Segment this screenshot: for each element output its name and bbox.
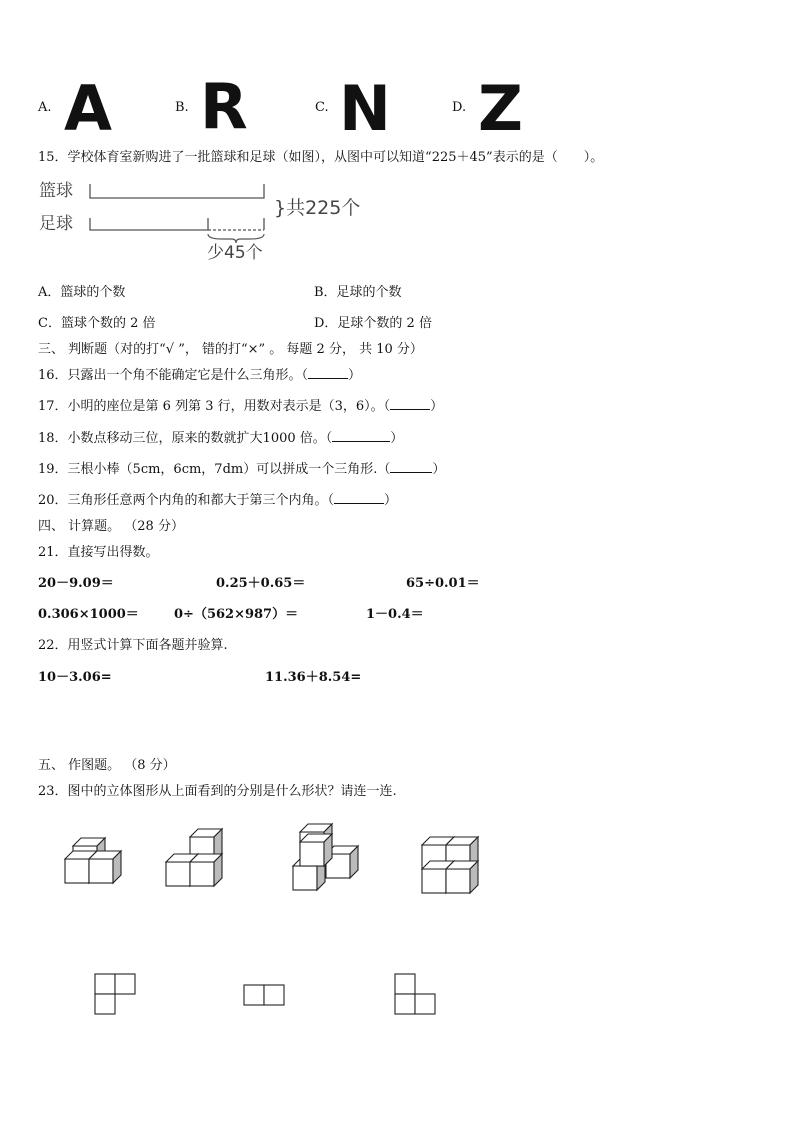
solid-figure-4 xyxy=(422,837,478,893)
q14-option-c-letter: N xyxy=(339,72,391,145)
q15-option-a: A．篮球的个数 xyxy=(38,285,126,300)
q15-line-diagram xyxy=(36,172,366,264)
judge-item-16: 16．只露出一个角不能确定它是什么三角形。（ ） xyxy=(38,368,362,383)
answer-blank-20[interactable] xyxy=(334,491,384,504)
less-brace xyxy=(208,234,264,243)
calc-item: 65÷0.01＝ xyxy=(406,576,480,591)
calc-item: 0.25＋0.65＝ xyxy=(216,576,306,591)
section5-heading: 五、 作图题。 （8 分） xyxy=(38,758,176,773)
calc-item: 0.306×1000＝ xyxy=(38,607,139,622)
section3-heading: 三、 判断题（对的打“√ ”， 错的打“×” 。 每题 2 分， 共 10 分） xyxy=(38,342,423,357)
judge-item-19: 19．三根小棒（5cm，6cm，7dm）可以拼成一个三角形.（ ） xyxy=(38,462,446,477)
q14-option-d-letter: Z xyxy=(478,72,523,145)
judge-item-20: 20．三角形任意两个内角的和都大于第三个内角。（ ） xyxy=(38,493,398,508)
diagram-total-label: }共225个 xyxy=(274,197,361,219)
top-view-1 xyxy=(95,974,135,1014)
diagram-less-label: 少45个 xyxy=(207,243,263,263)
vertical-calc-item: 10－3.06= xyxy=(38,670,112,685)
top-view-2 xyxy=(244,985,284,1005)
solid-figure-1 xyxy=(65,838,121,883)
diagram-basketball-label: 篮球 xyxy=(39,181,73,201)
q14-option-a-label: A. xyxy=(38,100,52,115)
basketball-segment xyxy=(90,184,264,198)
q14-option-c-label: C. xyxy=(315,100,329,115)
solid-figure-2 xyxy=(166,829,222,886)
calc-item: 20－9.09＝ xyxy=(38,576,114,591)
q15-option-c: C．篮球个数的 2 倍 xyxy=(38,316,156,331)
diagram-football-label: 足球 xyxy=(39,214,73,234)
q23-stem: 23．图中的立体图形从上面看到的分别是什么形状？请连一连. xyxy=(38,784,397,799)
q14-option-b-label: B. xyxy=(175,100,189,115)
answer-blank-16[interactable] xyxy=(308,366,348,379)
judge-item-17: 17．小明的座位是第 6 列第 3 行，用数对表示是（3，6）。（ ） xyxy=(38,399,444,414)
calc-item: 1－0.4＝ xyxy=(366,607,424,622)
judge-item-18: 18．小数点移动三位，原来的数就扩大1000 倍。（ ） xyxy=(38,431,404,446)
q22-stem: 22．用竖式计算下面各题并验算. xyxy=(38,638,228,653)
q15-option-b: B．足球的个数 xyxy=(314,285,402,300)
q15-option-d: D．足球个数的 2 倍 xyxy=(314,316,432,331)
q23-figures xyxy=(0,810,794,1040)
q14-option-b-letter: R xyxy=(200,70,248,143)
answer-blank-17[interactable] xyxy=(390,397,430,410)
q14-option-d-label: D. xyxy=(452,100,467,115)
solid-figure-3 xyxy=(293,824,358,890)
q21-stem: 21．直接写出得数。 xyxy=(38,545,159,560)
q15-stem: 15．学校体育室新购进了一批篮球和足球（如图），从图中可以知道“225＋45”表示的是（ ）。 xyxy=(38,150,604,165)
q14-option-a-letter: A xyxy=(64,72,112,145)
football-segment xyxy=(90,218,208,230)
top-view-3 xyxy=(395,974,435,1014)
calc-item: 0÷（562×987）＝ xyxy=(174,607,299,622)
section4-heading: 四、 计算题。 （28 分） xyxy=(38,519,184,534)
answer-blank-18[interactable] xyxy=(332,429,390,442)
vertical-calc-item: 11.36＋8.54= xyxy=(265,670,362,685)
answer-blank-19[interactable] xyxy=(390,460,432,473)
